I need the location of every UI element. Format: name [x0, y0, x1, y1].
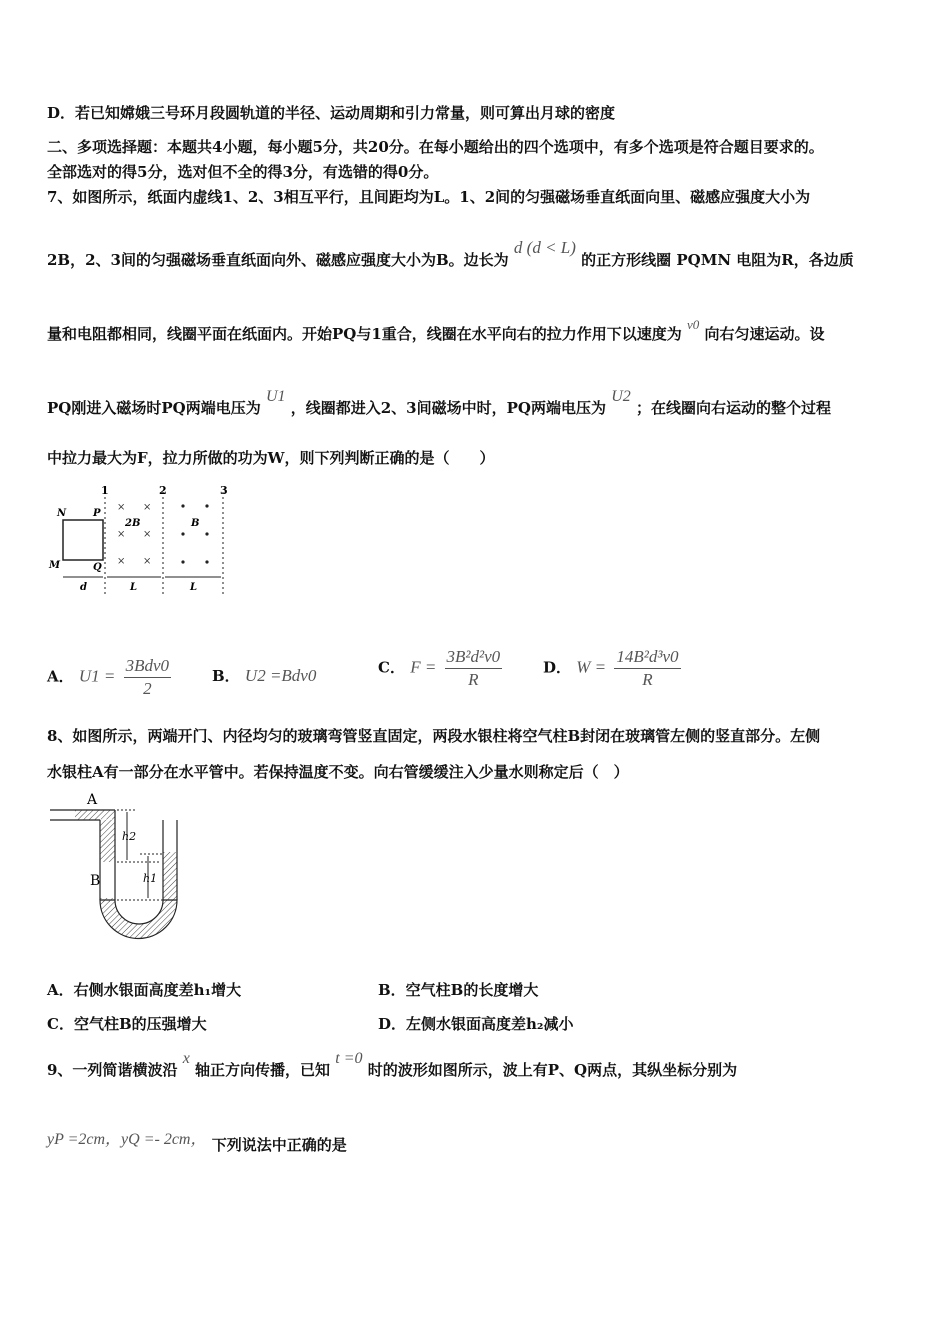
- q7-option-c[interactable]: [378, 646, 505, 691]
- mercury-a-vertical: [101, 820, 115, 862]
- q7-text: ，线圈都进入2、3间磁场中时，PQ两端电压为: [290, 399, 606, 417]
- option-a-lhs: U1 =: [78, 666, 116, 686]
- svg-text:×: ×: [143, 556, 152, 567]
- q8-stem-line1: 8、如图所示，两端开门、内径均匀的玻璃弯管竖直固定，两段水银柱将空气柱B封闭在玻璃管左侧的竖直部分。左侧: [47, 727, 821, 745]
- line-label-1: 1: [101, 484, 109, 497]
- math-v0: v0: [687, 317, 700, 332]
- svg-text:×: ×: [143, 529, 152, 540]
- option-a-den: 2: [143, 679, 152, 698]
- option-d-fraction: [614, 646, 680, 691]
- option-b-expr: U2 =Bdv0: [244, 666, 317, 685]
- dim-d: d: [80, 582, 87, 593]
- q8-figure: [45, 790, 190, 960]
- q9-text: 9、一列简谐横波沿: [47, 1061, 178, 1079]
- svg-text:×: ×: [143, 502, 152, 513]
- field-into-page: [117, 502, 151, 567]
- line-label-3: 3: [220, 484, 228, 497]
- math-t0: t =0: [335, 1050, 363, 1067]
- q7-option-b[interactable]: [212, 666, 316, 686]
- option-c-den: R: [468, 670, 479, 689]
- q7-figure: [45, 482, 245, 600]
- section-scoring: 全部选对的得5分，选对但不全的得3分，有选错的得0分。: [47, 163, 439, 181]
- svg-text:×: ×: [117, 529, 126, 540]
- option-b-label: B．: [212, 667, 240, 685]
- svg-text:×: ×: [117, 502, 126, 513]
- mercury-right-column: [164, 852, 177, 900]
- q7-text: ；在线圈向右运动的整个过程: [636, 399, 832, 417]
- option-a-label: A．: [47, 667, 74, 686]
- q7-text: 的正方形线圈 PQMN 电阻为R，各边质: [581, 251, 854, 269]
- q7-text: 量和电阻都相同，线圈平面在纸面内。开始PQ与1重合，线圈在水平向右的拉力作用下以速度为: [47, 325, 682, 343]
- q7-option-a[interactable]: [47, 655, 174, 700]
- q7-stem-line4: [47, 388, 832, 419]
- coil-square: [63, 520, 103, 560]
- corner-q: Q: [93, 562, 102, 573]
- mercury-u-bottom: [100, 900, 177, 939]
- q9-text: 轴正方向传播，已知: [195, 1061, 331, 1079]
- math-y-coords: yP =2cm，yQ =- 2cm，: [47, 1131, 207, 1148]
- label-a: A: [87, 792, 98, 808]
- label-h2: h2: [122, 830, 137, 843]
- option-d-label: D．: [543, 658, 572, 677]
- q8-option-c[interactable]: C．空气柱B的压强增大: [47, 1015, 207, 1033]
- q9-text: 下列说法中正确的是: [211, 1136, 347, 1154]
- option-c-lhs: F =: [410, 657, 437, 677]
- mercury-a-horizontal: [75, 811, 115, 820]
- q9-text: 时的波形如图所示，波上有P、Q两点，其纵坐标分别为: [367, 1061, 738, 1079]
- q7-stem-line1: 7、如图所示，纸面内虚线1、2、3相互平行，且间距均为L。1、2间的匀强磁场垂直纸面向里、磁感应强度大小为: [47, 188, 811, 206]
- field-label-b: B: [191, 518, 200, 529]
- label-h1: h1: [143, 872, 158, 885]
- q8-option-b[interactable]: B．空气柱B的长度增大: [378, 981, 539, 999]
- corner-m: M: [49, 560, 61, 571]
- q7-option-d[interactable]: [543, 646, 684, 691]
- math-d-condition: d (d < L): [513, 238, 576, 257]
- field-out-of-page: [181, 504, 208, 563]
- dim-l1: L: [130, 582, 138, 593]
- q7-stem-line2: [47, 238, 854, 270]
- option-c-label: C．: [378, 658, 405, 677]
- option-d-num: 14B²d³v0: [614, 646, 680, 669]
- option-c-num: 3B²d²v0: [445, 646, 503, 669]
- q7-text: 向右匀速运动。设: [704, 325, 825, 343]
- corner-n: N: [57, 508, 67, 519]
- q7-text: PQ刚进入磁场时PQ两端电压为: [47, 399, 261, 417]
- field-label-2b: 2B: [125, 518, 141, 529]
- q7-stem-line3: [47, 317, 825, 345]
- q8-stem-line2: 水银柱A有一部分在水平管中。若保持温度不变。向右管缓缓注入少量水则称定后（ ）: [47, 763, 629, 781]
- q8-option-a[interactable]: A．右侧水银面高度差h₁增大: [47, 981, 242, 999]
- option-a-num: 3Bdv0: [124, 655, 171, 678]
- q7-stem-line5: 中拉力最大为F，拉力所做的功为W，则下列判断正确的是（ ）: [47, 449, 495, 467]
- q7-text: 2B，2、3间的匀强磁场垂直纸面向外、磁感应强度大小为B。边长为: [47, 251, 509, 269]
- line-option-d-prev: D．若已知嫦娥三号环月段圆轨道的半径、运动周期和引力常量，则可算出月球的密度: [47, 104, 616, 122]
- math-u1: U1: [265, 388, 286, 405]
- line-label-2: 2: [159, 484, 167, 497]
- dim-l2: L: [190, 582, 198, 593]
- option-d-den: R: [642, 670, 653, 689]
- q9-stem-line1: [47, 1050, 738, 1081]
- corner-p: P: [93, 508, 101, 519]
- math-x: x: [182, 1050, 190, 1067]
- svg-text:×: ×: [117, 556, 126, 567]
- q9-stem-line2: [47, 1131, 347, 1156]
- label-b: B: [90, 873, 101, 889]
- option-d-lhs: W =: [576, 657, 607, 677]
- section-header: 二、多项选择题：本题共4小题，每小题5分，共20分。在每小题给出的四个选项中，有多个选项是符合题目要求的。: [47, 138, 824, 156]
- q8-option-d[interactable]: D．左侧水银面高度差h₂减小: [378, 1015, 574, 1033]
- option-a-fraction: [124, 655, 171, 700]
- option-c-fraction: [445, 646, 503, 691]
- math-u2: U2: [611, 388, 631, 405]
